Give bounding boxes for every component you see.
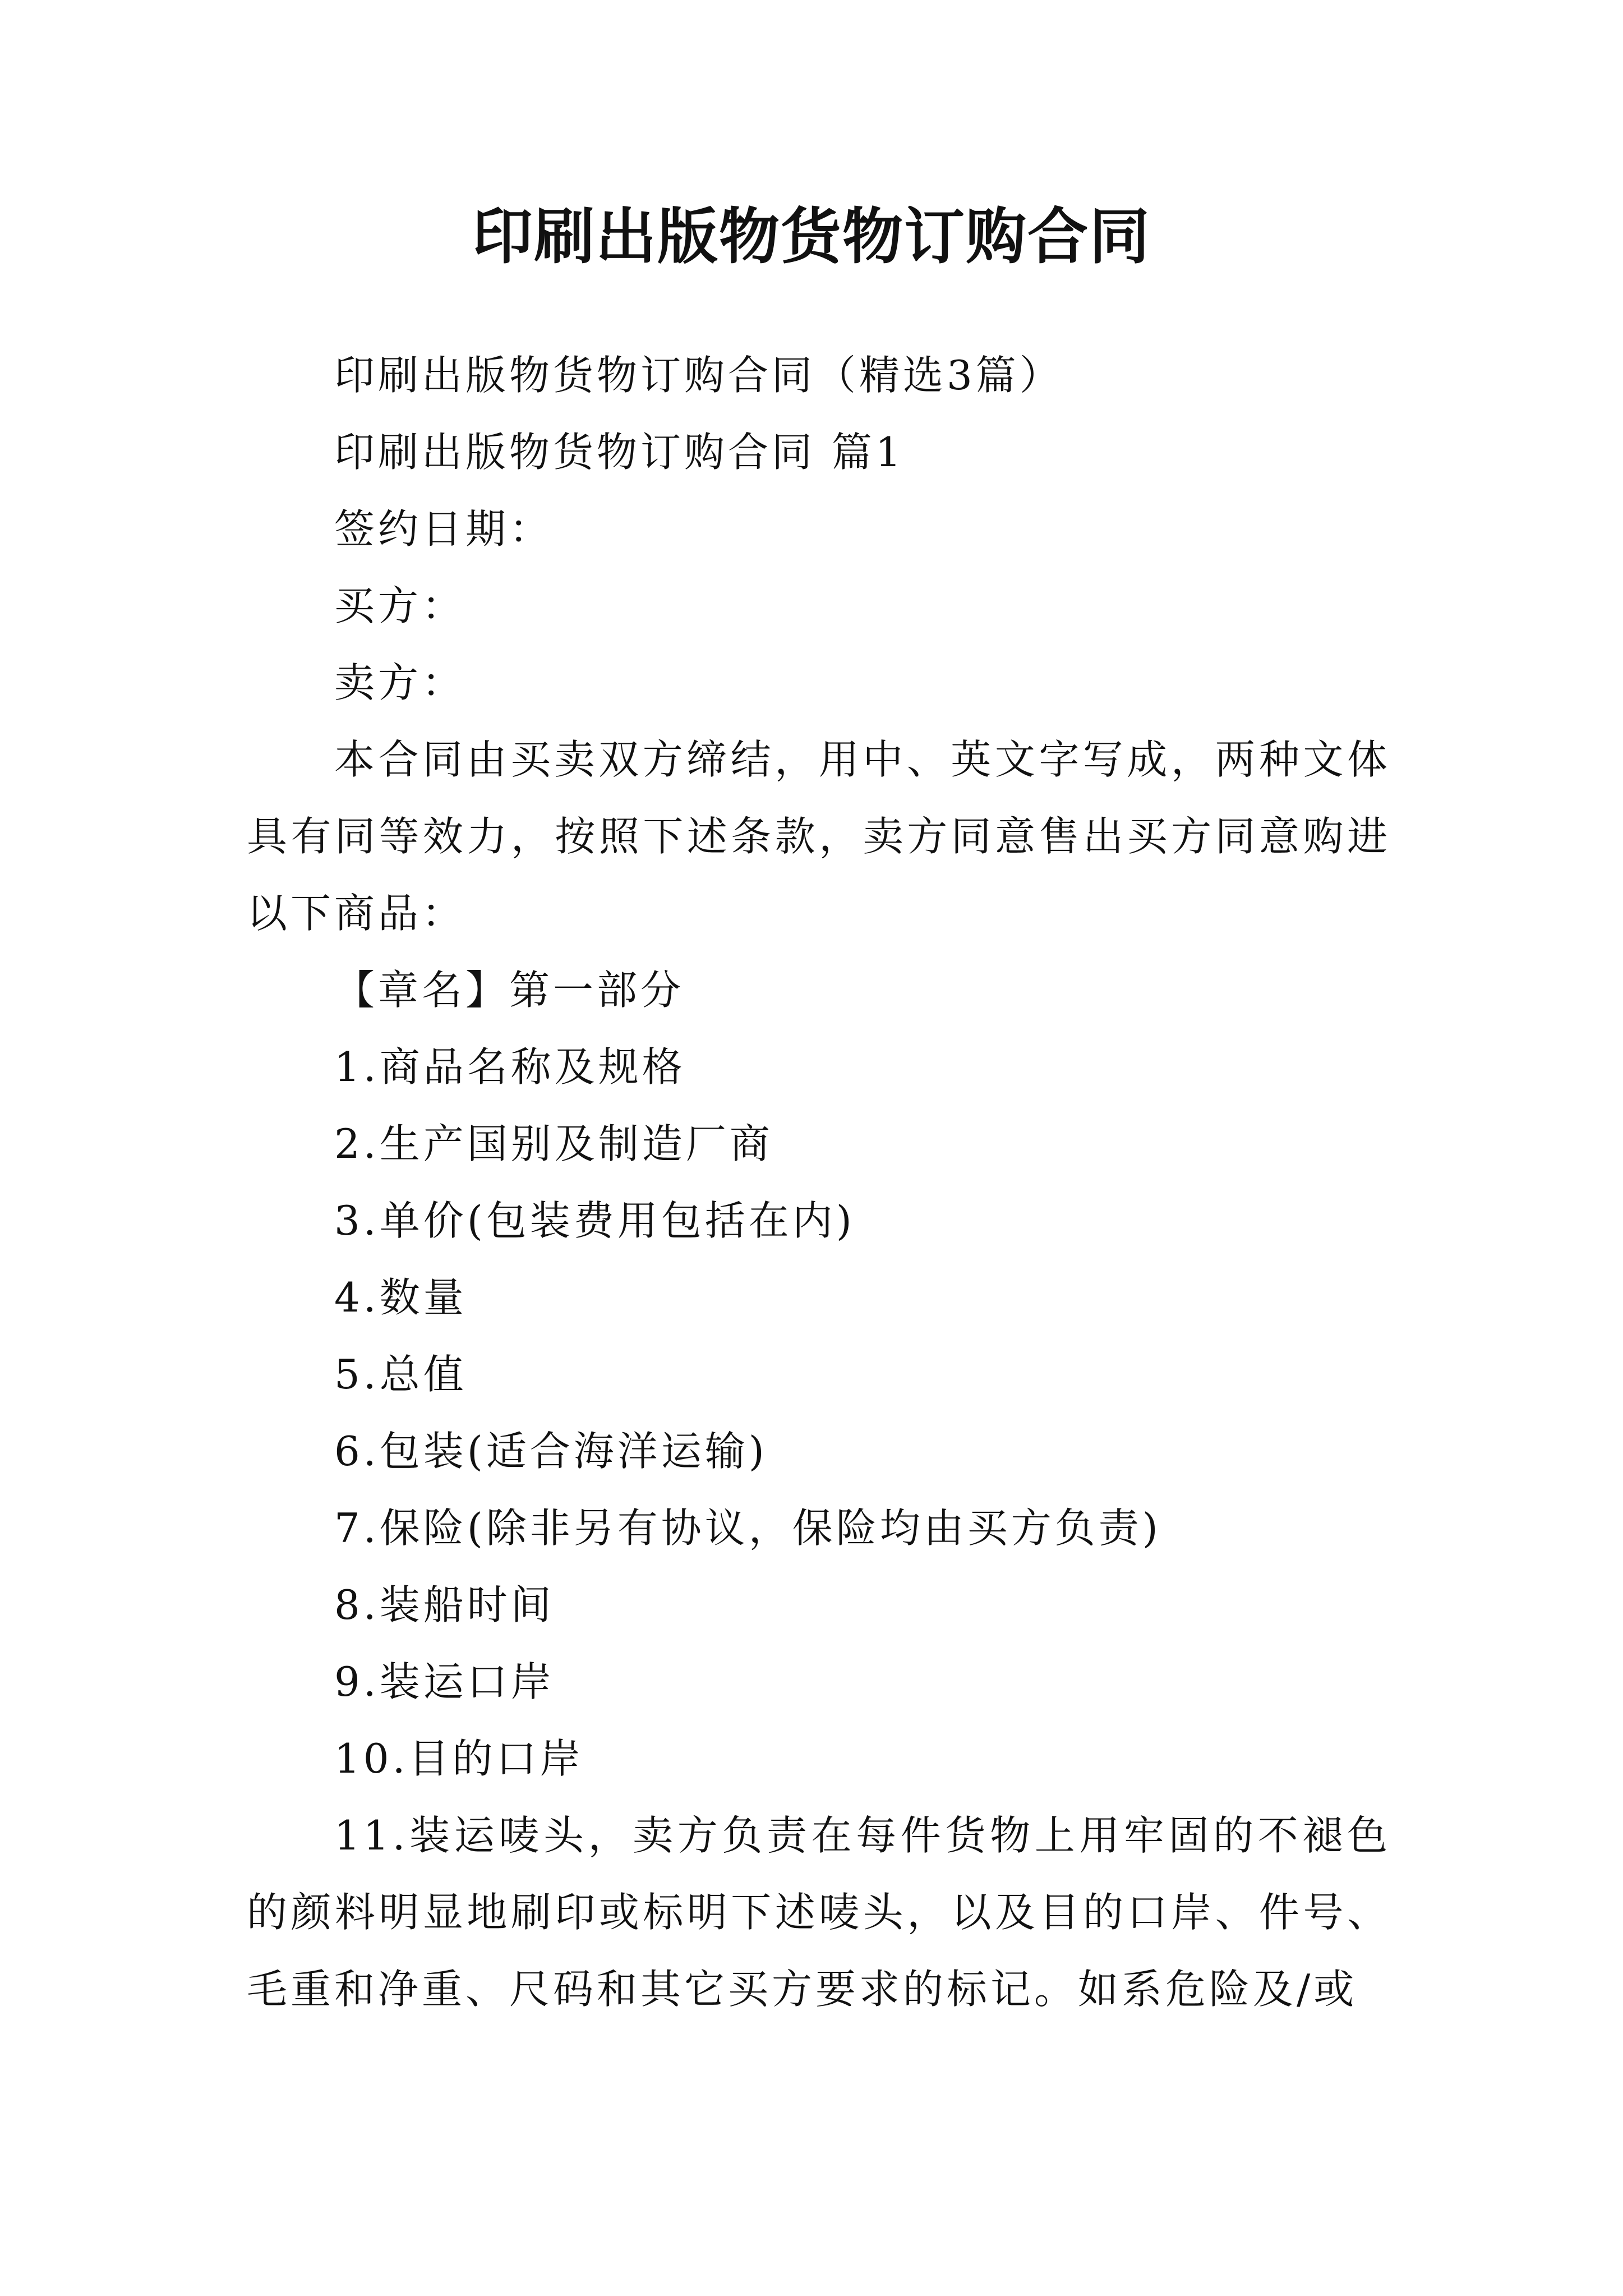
list-item: 7.保险(除非另有协议，保险均由买方负责) [334, 1504, 1161, 1552]
list-item: 6.包装(适合海洋运输) [334, 1428, 768, 1475]
list-item: 10.目的口岸 [334, 1735, 584, 1782]
list-item: 3.单价(包装费用包括在内) [334, 1197, 855, 1244]
paragraph-buyer: 买方： [334, 582, 466, 629]
paragraph-sign-date: 签约日期： [334, 505, 554, 553]
list-item: 2.生产国别及制造厂商 [334, 1120, 773, 1167]
document-title: 印刷出版物货物订购合同 [472, 201, 1151, 272]
list-item: 4.数量 [334, 1274, 467, 1321]
paragraph-preamble: 本合同由买卖双方缔结，用中、英文字写成，两种文体具有同等效力，按照下述条款，卖方同意售出买方同意购进以下商品： [247, 736, 1391, 937]
list-item: 8.装船时间 [334, 1581, 555, 1628]
paragraph-subtitle: 印刷出版物货物订购合同（精选3篇） [334, 352, 1063, 399]
paragraph-seller: 卖方： [334, 659, 466, 706]
paragraph-section-heading: 印刷出版物货物订购合同 篇1 [334, 429, 905, 476]
list-item: 11.装运唛头，卖方负责在每件货物上用牢固的不褪色的颜料明显地刷印或标明下述唛头，以及目的口岸、件号、毛重和净重、尺码和其它买方要求的标记。如系危险及/或 [247, 1812, 1391, 2013]
list-item: 5.总值 [334, 1351, 467, 1398]
list-item: 1.商品名称及规格 [334, 1043, 686, 1091]
list-item: 9.装运口岸 [334, 1658, 555, 1705]
paragraph-chapter-name: 【章名】第一部分 [334, 967, 685, 1014]
document-body [247, 337, 1391, 2028]
